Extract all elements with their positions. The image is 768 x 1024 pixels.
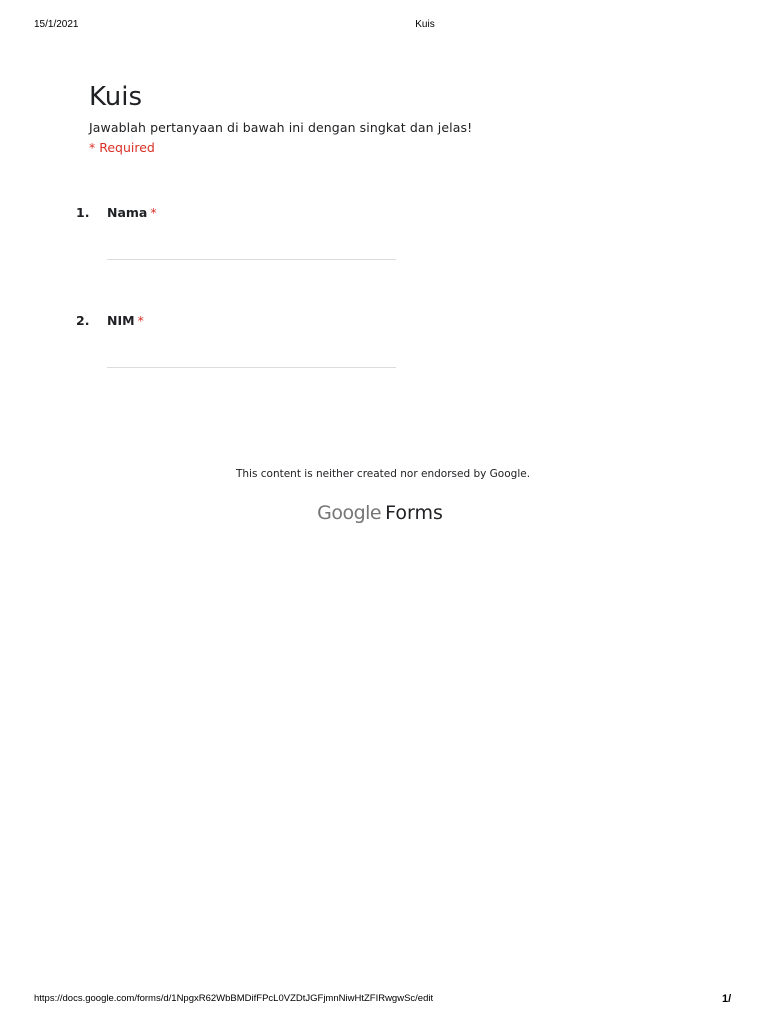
print-date: 15/1/2021 (34, 19, 79, 30)
required-note: * Required (89, 140, 155, 155)
question-label (107, 205, 157, 220)
question-number: 2. (76, 313, 90, 328)
form-title: Kuis (89, 82, 143, 112)
print-title: Kuis (415, 19, 435, 30)
google-forms-logo[interactable] (0, 502, 760, 524)
question-number: 1. (76, 205, 90, 220)
question-label-text: NIM (107, 313, 135, 328)
page-number: 1/ (722, 993, 732, 1005)
question-label-text: Nama (107, 205, 148, 220)
required-asterisk: * (137, 313, 144, 328)
answer-field-nama[interactable] (107, 259, 396, 260)
question-label (107, 313, 144, 328)
forms-wordmark: Forms (385, 502, 443, 524)
answer-field-nim[interactable] (107, 367, 396, 368)
print-url: https://docs.google.com/forms/d/1NpgxR62WbBMDifFPcL0VZDtJGFjmnNiwHtZFIRwgwSc/edit (34, 993, 434, 1004)
required-asterisk: * (150, 205, 157, 220)
google-wordmark: Google (317, 502, 382, 524)
google-disclaimer: This content is neither created nor endorsed by Google. (235, 468, 531, 480)
form-description: Jawablah pertanyaan di bawah ini dengan singkat dan jelas! (89, 120, 473, 135)
